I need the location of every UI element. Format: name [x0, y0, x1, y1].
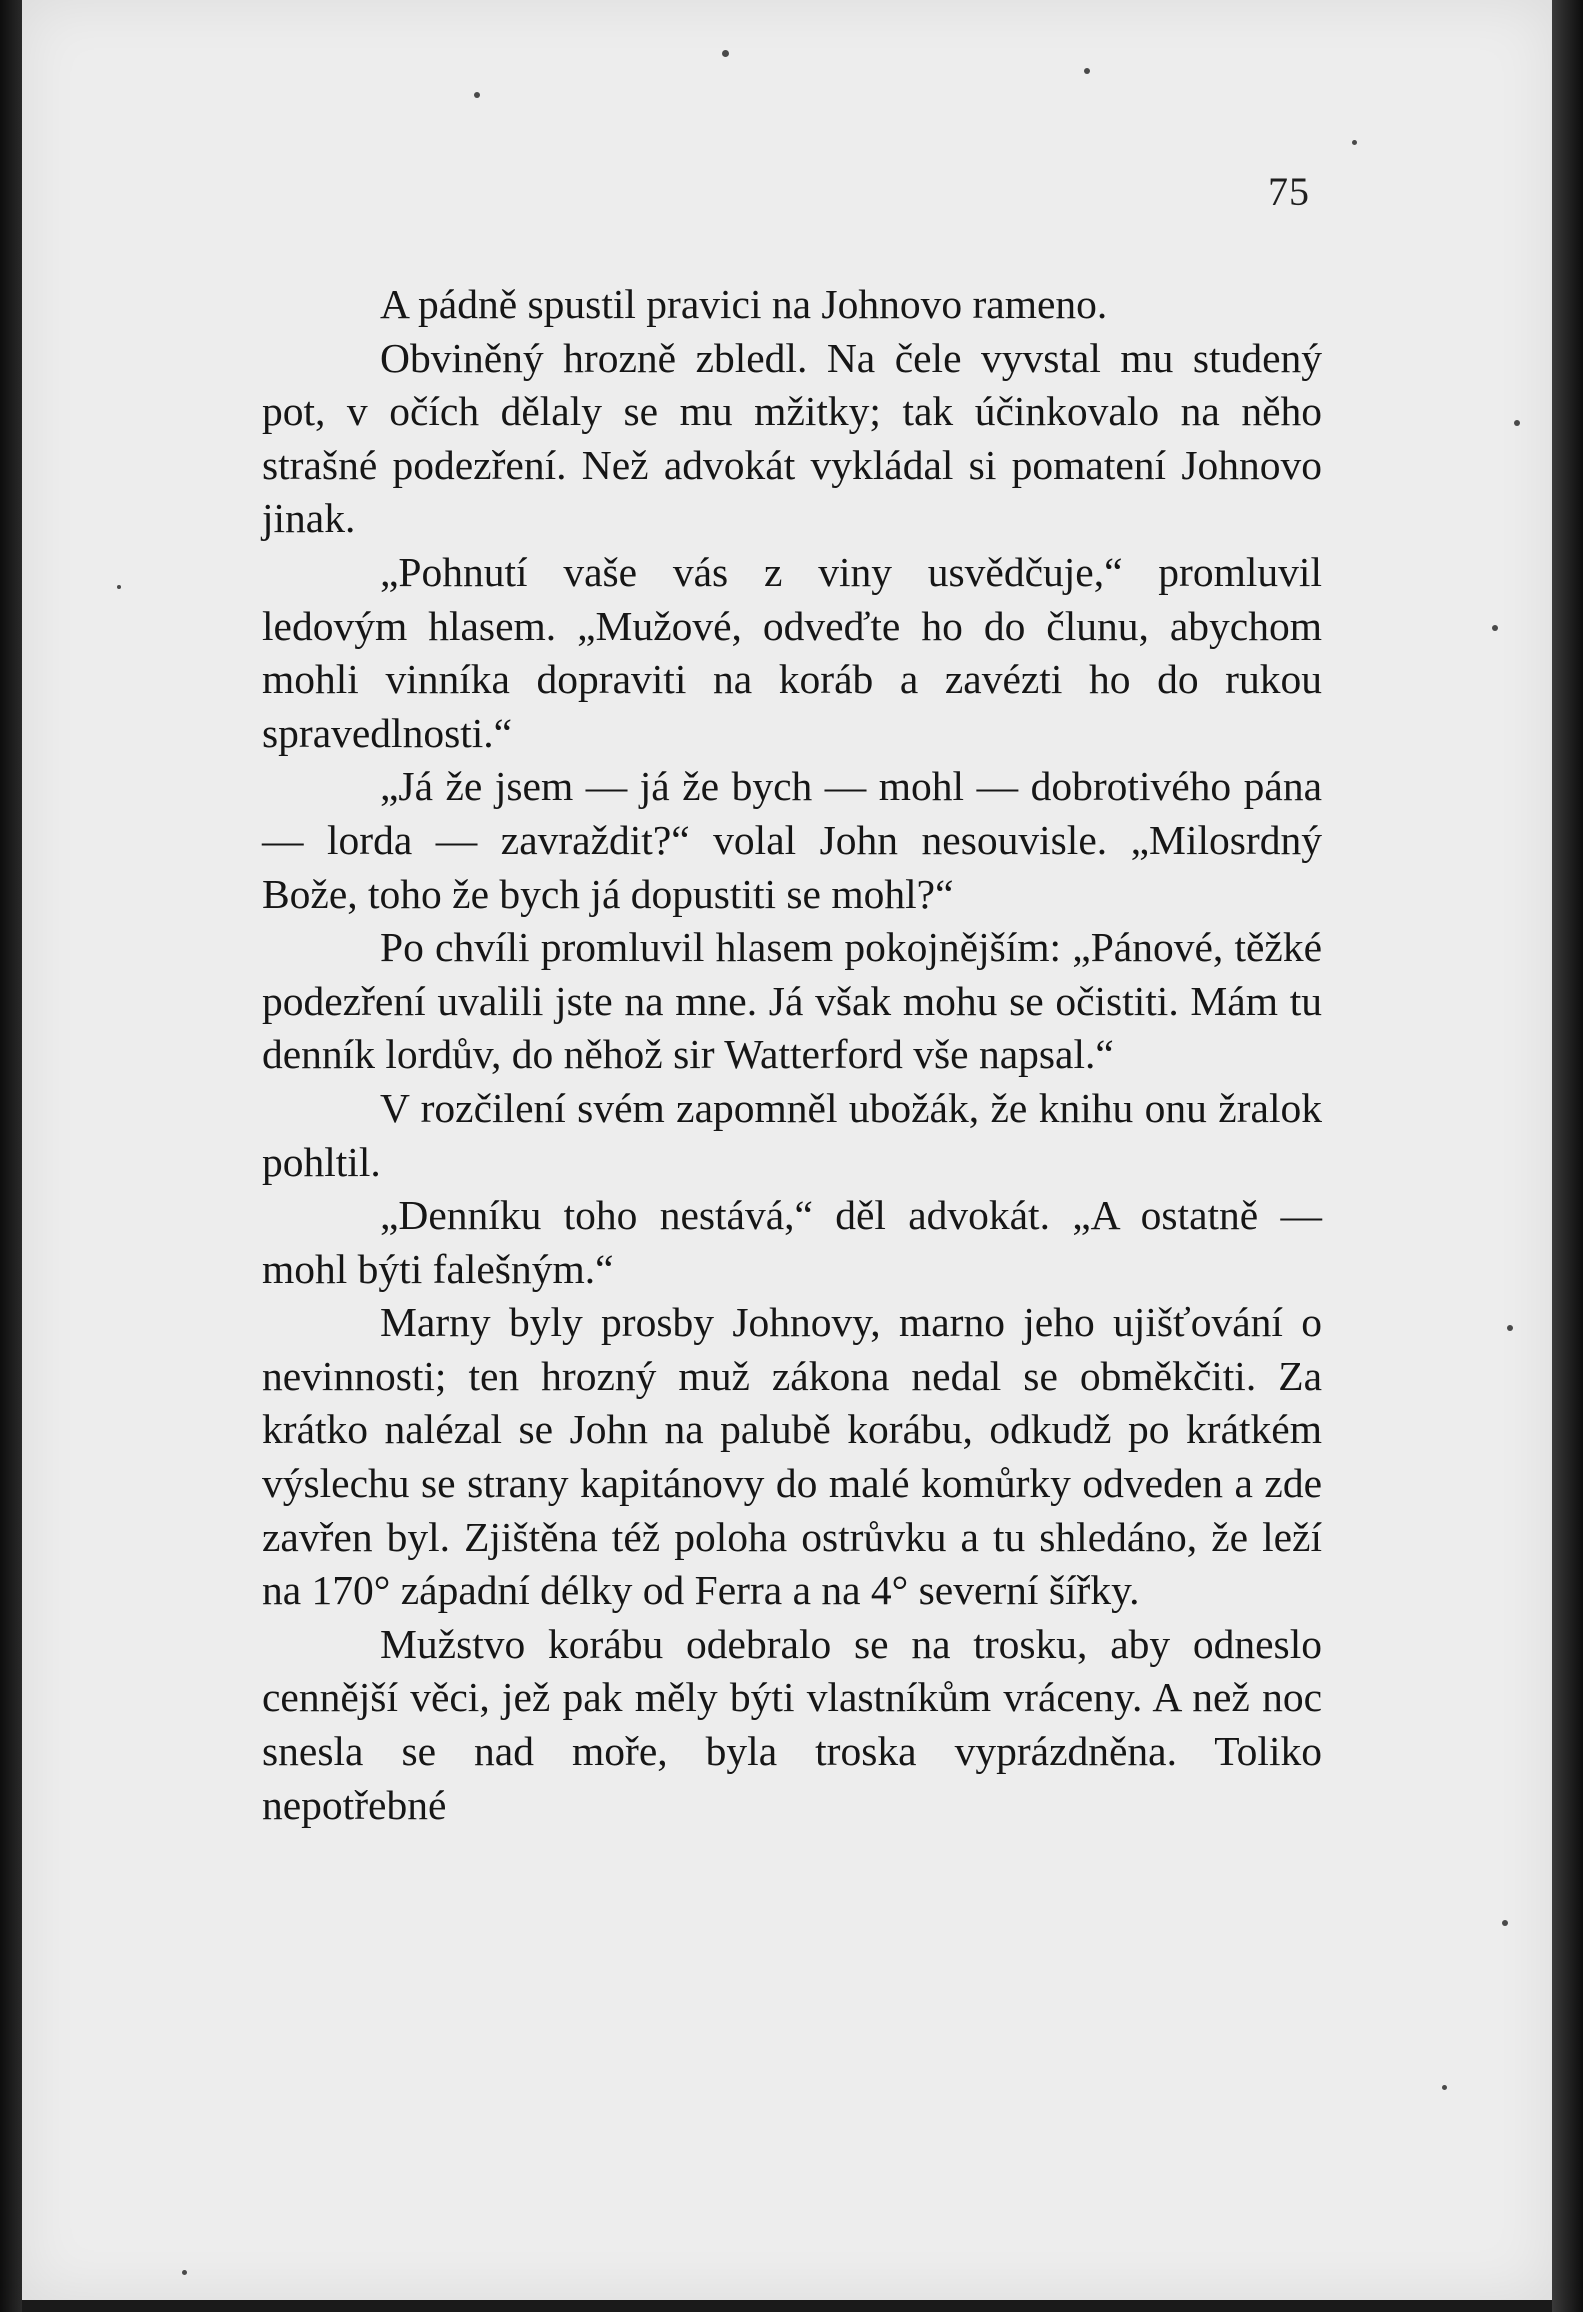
page-number: 75 — [1268, 169, 1310, 214]
paragraph: A pádně spustil pravici na Johnovo rameno. — [380, 281, 1108, 327]
page-speck — [1507, 1325, 1513, 1331]
page-speck — [722, 50, 729, 57]
paragraph: Po chvíli promluvil hlasem pokojnějším: „Pánové, těžké podezření uvalili jste na mne. Já však mohu se očistiti. Mám tu denník lordův, do něhož sir Watterford vše napsal.“ — [262, 924, 1322, 1078]
page-speck — [1514, 420, 1520, 426]
paragraph: Marny byly prosby Johnovy, marno jeho ujišťování o nevinnosti; ten hrozný muž zákona nedal se obměkčiti. Za krátko nalézal se John na palubě korábu, odkudž po krátkém výslechu se strany kapitánovy do malé komůrky odveden a zde zavřen byl. Zjištěna též poloha ostrůvku a tu shledáno, že leží na 170° západní délky od Ferra a na 4° severní šířky. — [262, 1299, 1322, 1614]
paragraph: Mužstvo korábu odebralo se na trosku, aby odneslo cennější věci, jež pak měly býti vlastníkům vráceny. A než noc snesla se nad moře, byla troska vyprázdněna. Toliko nepotřebné — [262, 1620, 1322, 1828]
paragraph: V rozčilení svém zapomněl ubožák, že knihu onu žralok pohltil. — [262, 1084, 1322, 1185]
page-speck — [1352, 140, 1357, 145]
page-speck — [1084, 68, 1090, 74]
book-gutter-shadow — [0, 0, 22, 2312]
page-speck — [474, 92, 480, 98]
page-speck — [1442, 2085, 1447, 2090]
paragraph: „Já že jsem — já že bych — mohl — dobrotivého pána — lorda — zavraždit?“ volal John nesouvisle. „Milosrdný Bože, toho že bych já dopustiti se mohl?“ — [262, 763, 1322, 917]
paragraph: „Denníku toho nestává,“ děl advokát. „A ostatně — mohl býti falešným.“ — [262, 1192, 1322, 1292]
paragraph: Obviněný hrozně zbledl. Na čele vyvstal mu studený pot, v očích dělaly se mu mžitky; tak účinkovalo na něho strašné podezření. Než advokát vykládal si pomatení Johnovo jinak. — [262, 334, 1322, 542]
page-speck — [182, 2270, 187, 2275]
page-speck — [1502, 1920, 1508, 1926]
page-speck — [1492, 625, 1498, 631]
page-speck — [117, 585, 121, 589]
paragraph: „Pohnutí vaše vás z viny usvědčuje,“ promluvil ledovým hlasem. „Mužové, odveďte ho do člunu, abychom mohli vinníka dopraviti na koráb a zavézti ho do rukou spravedlnosti.“ — [262, 548, 1322, 756]
page-edge-shadow — [1552, 0, 1583, 2312]
body-text — [262, 278, 1322, 1832]
